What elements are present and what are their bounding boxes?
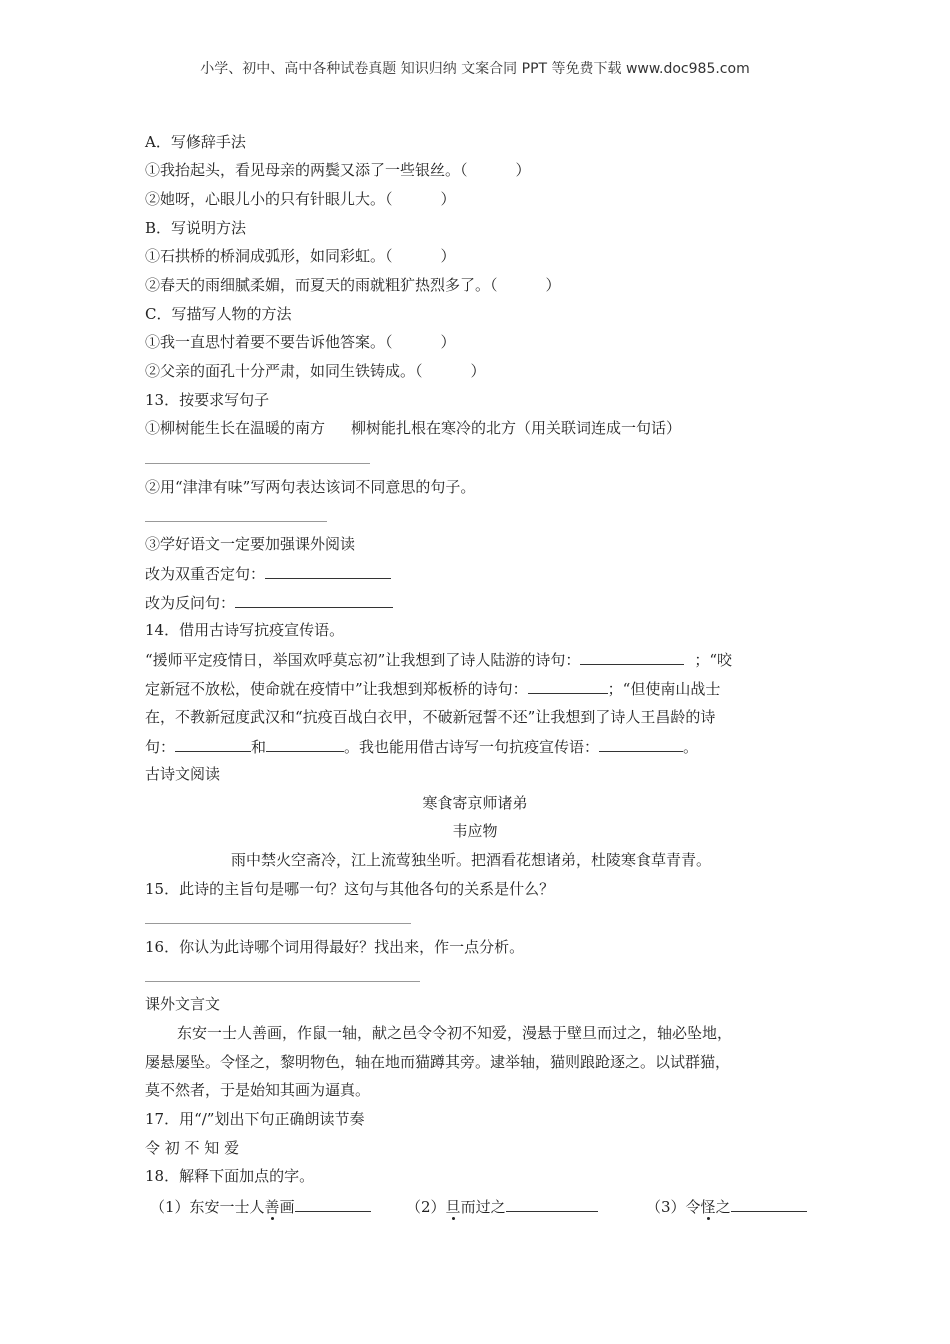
classical-line-1: 东安一士人善画，作鼠一轴，献之邑令令初不知爱，漫悬于壁旦而过之，轴必坠地，	[177, 1024, 733, 1042]
q15-text: 15．此诗的主旨句是哪一句？这句与其他各句的关系是什么？	[145, 880, 555, 898]
answer-blank[interactable]	[265, 563, 391, 579]
q14-line-4: 句： 和 。我也能用借古诗写一句抗疫宣传语： 。	[145, 738, 699, 756]
answer-line[interactable]	[145, 521, 327, 522]
section-a-title: A．写修辞手法	[145, 133, 246, 151]
dotted-char: 旦	[445, 1198, 461, 1216]
q17-sentence: 令 初 不 知 爱	[145, 1139, 240, 1157]
q13-sentence-2: ②用“津津有味”写两句表达该词不同意思的句子。	[145, 478, 476, 496]
classical-section-title: 课外文言文	[145, 995, 221, 1013]
page-header: 小学、初中、高中各种试卷真题 知识归纳 文案合同 PPT 等免费下载 www.doc985.com	[200, 61, 750, 77]
q13-title: 13．按要求写句子	[145, 391, 270, 409]
q13-sentence-1: ①柳树能生长在温暖的南方 柳树能扎根在寒冷的北方（用关联词连成一句话）	[145, 419, 682, 437]
poem-title: 寒食寄京师诸弟	[422, 794, 528, 812]
question-b2: ②春天的雨细腻柔媚，而夏天的雨就粗犷热烈多了。（ ）	[145, 276, 561, 294]
q14-title: 14．借用古诗写抗疫宣传语。	[145, 621, 345, 639]
q17-title: 17．用“/”划出下句正确朗读节奏	[145, 1110, 365, 1128]
answer-blank[interactable]	[235, 592, 393, 608]
answer-blank[interactable]	[599, 736, 683, 752]
question-c2: ②父亲的面孔十分严肃，如同生铁铸成。（ ）	[145, 362, 486, 380]
answer-blank[interactable]	[731, 1196, 807, 1212]
answer-line[interactable]	[145, 463, 370, 464]
dotted-char: 怪	[700, 1198, 716, 1216]
poem-section-title: 古诗文阅读	[145, 765, 221, 783]
q18-title: 18．解释下面加点的字。	[145, 1167, 315, 1185]
classical-line-2: 屡悬屡坠。令怪之，黎明物色，轴在地而猫蹲其旁。逮举轴，猫则踉跄逐之。以试群猫，	[145, 1053, 731, 1071]
q13-sentence-3: ③学好语文一定要加强课外阅读	[145, 535, 356, 553]
answer-blank[interactable]	[266, 736, 344, 752]
question-a2: ②她呀，心眼儿小的只有针眼儿大。（ ）	[145, 190, 456, 208]
q13-double-negative: 改为双重否定句：	[145, 563, 391, 584]
answer-line[interactable]	[145, 923, 411, 924]
q16-text: 16．你认为此诗哪个词用得最好？找出来，作一点分析。	[145, 938, 525, 956]
q13-rhetorical: 改为反问句：	[145, 592, 393, 613]
answer-blank[interactable]	[175, 736, 251, 752]
poem-author: 韦应物	[452, 822, 498, 840]
q18-item-1: （1）东安一士人善画	[150, 1196, 371, 1217]
q18-item-2: （2）旦而过之	[406, 1196, 598, 1217]
q14-line-1: “援师平定疫情日，举国欢呼莫忘初”让我想到了诗人陆游的诗句： ；“咬	[145, 651, 733, 669]
answer-blank[interactable]	[580, 649, 684, 665]
poem-body: 雨中禁火空斋冷，江上流莺独坐听。把酒看花想诸弟，杜陵寒食草青青。	[230, 851, 711, 869]
q18-item-3: （3）令怪之	[646, 1196, 807, 1217]
classical-line-3: 莫不然者，于是始知其画为逼真。	[145, 1081, 371, 1099]
question-a1: ①我抬起头，看见母亲的两鬓又添了一些银丝。（ ）	[145, 161, 531, 179]
answer-blank[interactable]	[506, 1196, 598, 1212]
section-b-title: B．写说明方法	[145, 219, 247, 237]
answer-blank[interactable]	[528, 678, 608, 694]
dotted-char: 善	[264, 1198, 280, 1216]
answer-line[interactable]	[145, 981, 420, 982]
answer-blank[interactable]	[295, 1196, 371, 1212]
q14-line-3: 在，不教新冠度武汉和“抗疫百战白衣甲，不破新冠誓不还”让我想到了诗人王昌龄的诗	[145, 708, 716, 726]
question-b1: ①石拱桥的桥洞成弧形，如同彩虹。（ ）	[145, 247, 456, 265]
q14-line-2: 定新冠不放松，使命就在疫情中”让我想到郑板桥的诗句： ；“但使南山战士	[145, 680, 721, 698]
question-c1: ①我一直思忖着要不要告诉他答案。（ ）	[145, 333, 456, 351]
section-c-title: C．写描写人物的方法	[145, 305, 292, 323]
